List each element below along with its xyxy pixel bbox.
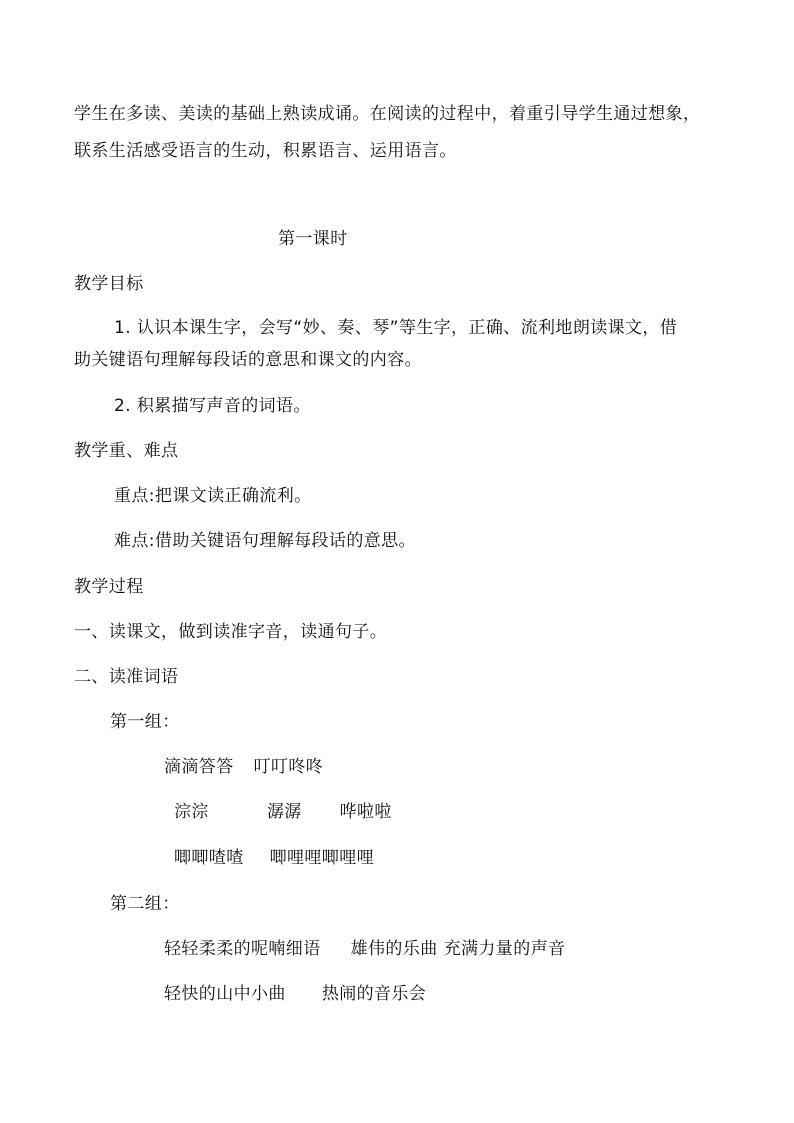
intro-line-2: 联系生活感受语言的生动，积累语言、运用语言。 (74, 141, 457, 161)
word: 叮叮咚咚 (253, 757, 324, 777)
goal-1-line-2: 助关键语句理解每段话的意思和课文的内容。 (74, 350, 422, 370)
phrase: 热闹的音乐会 (321, 984, 427, 1004)
goals-heading: 教学目标 (74, 274, 144, 294)
phrase: 轻快的山中小曲 (164, 984, 286, 1004)
group-1-row-3 (174, 850, 374, 867)
group-1-row-2 (174, 804, 392, 821)
word: 淙淙 (174, 802, 209, 822)
difficult-point: 难点:借助关键语句理解每段话的意思。 (114, 531, 416, 551)
step-2: 二、读准词语 (74, 667, 179, 687)
step-1: 一、读课文，做到读准字音，读通句子。 (74, 622, 388, 642)
phrase: 轻轻柔柔的呢喃细语 (164, 939, 321, 959)
word: 潺潺 (266, 802, 302, 822)
group-1-row-1 (164, 759, 323, 776)
process-heading: 教学过程 (74, 577, 144, 597)
goal-2: 2. 积累描写声音的词语。 (114, 396, 311, 416)
group-2-row-2 (164, 986, 426, 1003)
group-1-label: 第一组： (110, 712, 180, 732)
word: 滴滴答答 (164, 757, 234, 777)
intro-line-1: 学生在多读、美读的基础上熟读成诵。在阅读的过程中，着重引导学生通过想象， (74, 104, 701, 124)
word: 唧哩哩唧哩哩 (269, 848, 375, 868)
key-point: 重点:把课文读正确流利。 (114, 486, 312, 506)
group-2-label: 第二组： (110, 894, 180, 914)
word: 哗啦啦 (339, 802, 392, 822)
lesson-title: 第一课时 (278, 229, 348, 249)
phrase: 雄伟的乐曲 (350, 939, 438, 959)
goal-1-line-1: 1. 认识本课生字，会写“妙、奏、琴”等生字，正确、流利地朗读课文，借 (114, 318, 678, 338)
phrase: 充满力量的声音 (443, 939, 566, 959)
word: 唧唧喳喳 (174, 848, 244, 868)
key-difficult-heading: 教学重、难点 (74, 441, 179, 461)
group-2-row-1 (164, 941, 565, 958)
